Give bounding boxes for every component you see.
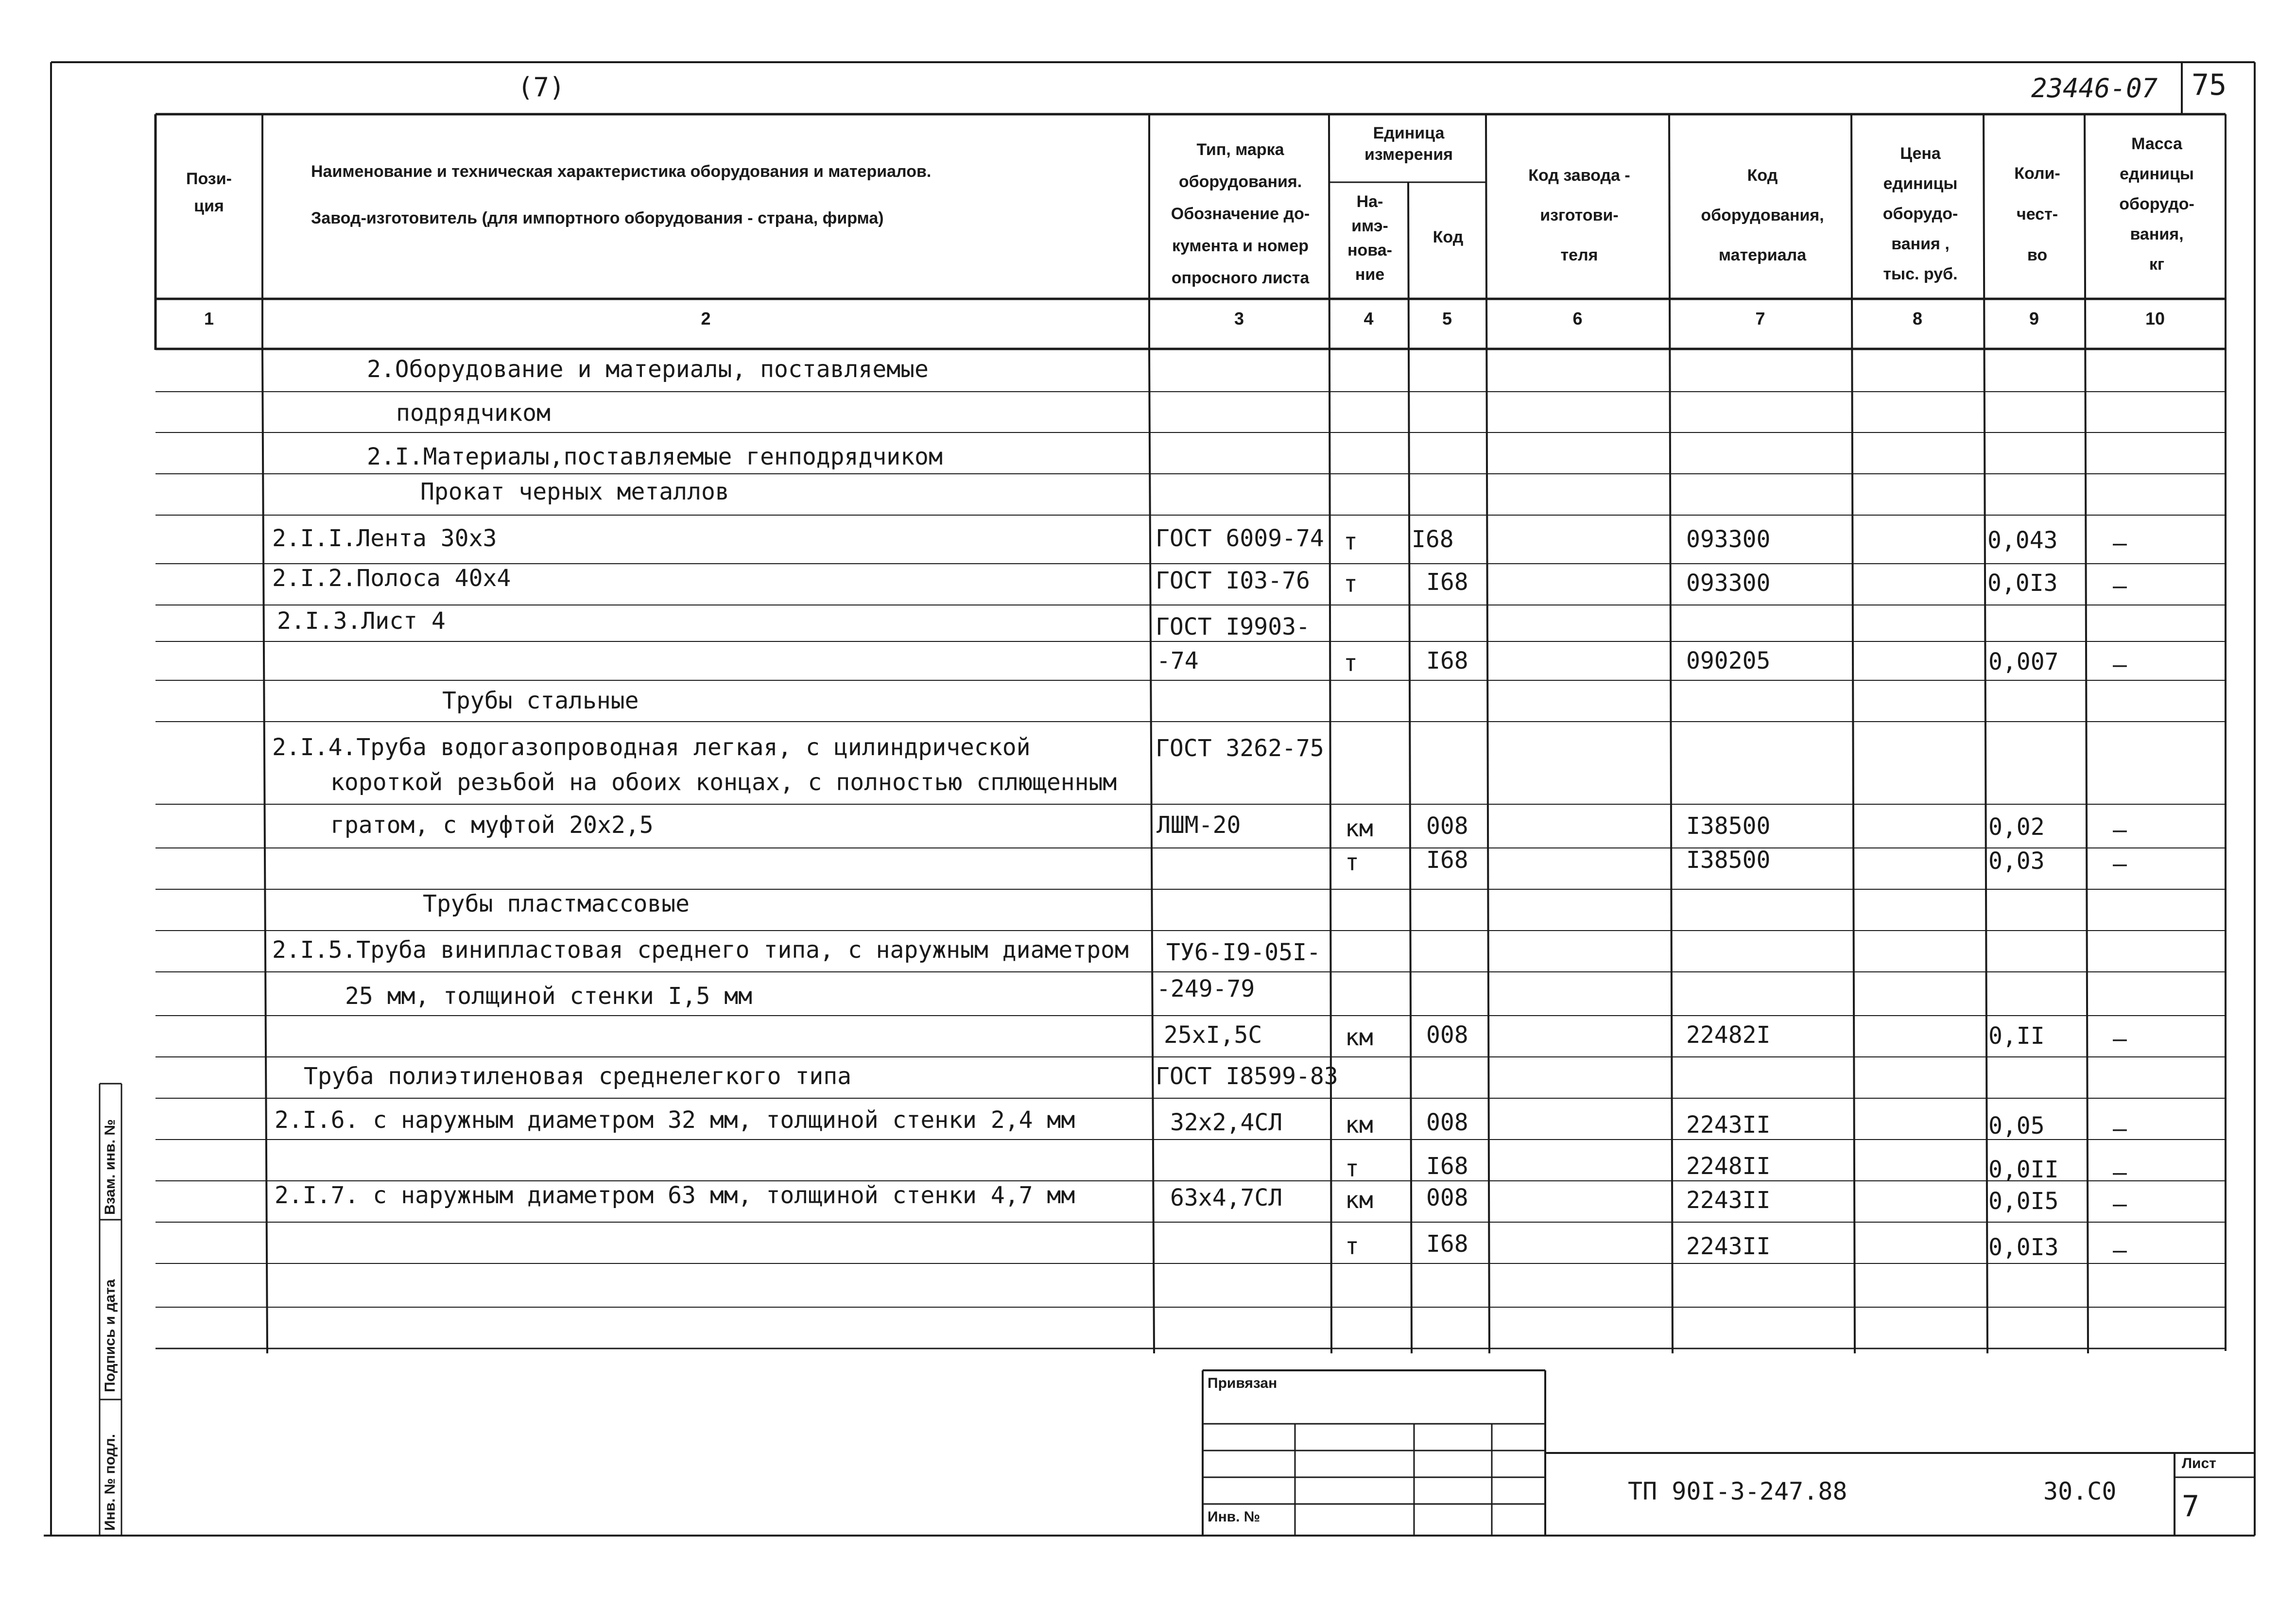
row-doc: ГОСТ I9903- [1156,613,1310,640]
row-mass: – [2113,1191,2127,1218]
header-line: единицы [2120,165,2194,183]
row-unit-code: 008 [1426,812,1468,840]
row-doc: ГОСТ I03-76 [1156,567,1310,594]
header-line: вания, [2130,225,2184,243]
header-line: оборудования. [1178,173,1302,191]
row-unit-name: т [1344,570,1358,598]
row-code: 093300 [1686,526,1771,553]
row-unit-code: 008 [1426,1109,1468,1136]
row-qty: 0,0I5 [1988,1188,2059,1215]
row-mass: – [2113,572,2127,600]
header-line: опросного листа [1171,269,1310,287]
header-line: измерения [1364,145,1453,164]
sheet-marker: (7) [518,72,565,103]
row-text: 2.Оборудование и материалы, поставляемые [367,356,929,383]
row-text: 2.I.6. с наружным диаметром 32 мм, толщиной стенки 2,4 мм [275,1106,1075,1134]
row-doc: ГОСТ 3262-75 [1156,735,1324,762]
row-mass: – [2113,530,2127,557]
row-qty: 0,0I3 [1987,570,2058,597]
row-code: 090205 [1686,647,1771,674]
side-label-inv: Инв. № подл. [102,1434,118,1531]
col-number: 9 [2029,309,2039,328]
row-text: Трубы пластмассовые [423,890,690,917]
row-code: 22482I [1686,1021,1771,1049]
stamp-list-num: 7 [2182,1489,2200,1523]
header-line: теля [1560,246,1598,264]
header-line: тыс. руб. [1883,265,1958,283]
row-text: Трубы стальные [442,687,639,714]
header-position [160,165,258,220]
header-line: кг [2149,255,2165,274]
stamp-privyazan: Привязан [1208,1375,1277,1391]
row-text: 2.I.Материалы,поставляемые генподрядчиком [367,443,943,470]
header-name [311,158,1137,232]
row-mass: – [2113,850,2127,878]
header-line: Код завода - [1528,166,1630,185]
header-line: Наименование и техническая характеристика оборудования и материалов. [311,162,932,181]
row-mass: – [2113,1237,2127,1264]
row-unit-name: км [1345,1111,1373,1139]
page-mark: 75 [2192,68,2227,102]
header-equip-code [1673,156,1852,275]
row-qty: 0,0II [1988,1156,2059,1183]
row-doc: -74 [1157,647,1199,674]
row-code: 2243II [1686,1233,1771,1260]
row-unit-name: т [1345,1155,1359,1182]
col-number: 8 [1912,309,1923,328]
header-maker-code [1489,156,1669,275]
row-unit-code: I68 [1426,569,1468,596]
header-line: оборудо- [2119,195,2194,213]
row-doc: ГОСТ I8599-83 [1156,1063,1338,1090]
side-label-signature: Подпись и дата [102,1279,118,1392]
header-line: Цена [1900,144,1941,163]
header-unit [1331,122,1486,165]
row-qty: 0,007 [1988,648,2059,675]
row-qty: 0,02 [1988,813,2045,841]
row-mass: – [2113,1025,2127,1053]
header-line: во [2027,246,2048,264]
row-doc: ТУ6-I9-05I- [1166,939,1321,966]
row-code: 093300 [1686,570,1771,597]
stamp-sheet-code: 30.С0 [2043,1477,2117,1505]
header-unit-code: Код [1433,228,1464,246]
row-unit-name: т [1345,1233,1359,1260]
row-text: 2.I.2.Полоса 40х4 [272,565,511,592]
row-text: Прокат черных металлов [420,478,729,505]
col-number: 6 [1572,309,1583,328]
row-doc: 25хI,5С [1164,1021,1262,1049]
col-number: 10 [2145,309,2165,328]
row-unit-code: I68 [1426,847,1468,874]
col-number: 4 [1364,309,1374,328]
doc-number: 23446-07 [2031,73,2158,104]
header-line: имэ- [1351,217,1388,235]
row-code: I38500 [1686,812,1771,840]
row-unit-name: т [1344,528,1358,555]
header-line: материала [1718,246,1807,264]
row-unit-name: км [1345,815,1373,842]
header-line: Коли- [2014,164,2060,183]
row-text: 2.I.5.Труба винипластовая среднего типа, с наружным диаметром [272,936,1129,964]
header-line: оборудования, [1701,206,1824,225]
row-qty: 0,0I3 [1988,1234,2059,1261]
header-line: Тип, марка [1196,140,1284,159]
side-label-vzam: Взам. инв. № [102,1119,118,1215]
header-line: вания , [1891,235,1950,253]
row-unit-code: 008 [1426,1184,1468,1211]
row-text: 2.I.I.Лента 30х3 [272,525,497,552]
row-unit-code: I68 [1426,1230,1468,1258]
stamp-inv: Инв. № [1208,1509,1260,1525]
col-number: 1 [204,309,214,328]
row-text: 2.I.7. с наружным диаметром 63 мм, толщиной стенки 4,7 мм [275,1182,1075,1209]
row-unit-name: т [1344,650,1358,677]
row-text: гратом, с муфтой 20х2,5 [330,812,654,839]
row-text: Труба полиэтиленовая среднелегкого типа [304,1063,852,1090]
row-qty: 0,05 [1988,1112,2045,1140]
row-qty: 0,043 [1987,527,2058,554]
col-number: 7 [1755,309,1765,328]
header-line: изготови- [1540,206,1619,225]
row-mass: – [2113,1159,2127,1186]
row-doc: ЛШМ-20 [1157,812,1241,839]
row-qty: 0,II [1988,1022,2045,1050]
row-mass: – [2113,816,2127,844]
row-code: I38500 [1686,847,1771,874]
header-unit-name [1331,190,1408,287]
header-line: ние [1355,265,1385,284]
header-line: Единица [1373,124,1445,142]
row-mass: – [2113,651,2127,678]
header-line: Пози- [186,170,232,188]
header-line: единицы [1883,174,1958,193]
row-mass: – [2113,1115,2127,1142]
header-line: Код [1747,166,1778,185]
header-line: Обозначение до- [1171,205,1310,223]
row-text: 2.I.3.Лист 4 [277,607,446,635]
row-unit-code: 008 [1426,1021,1468,1049]
col-number: 5 [1442,309,1452,328]
header-type [1154,134,1327,294]
header-line: чест- [2016,205,2058,224]
header-line: На- [1356,192,1383,211]
row-code: 2243II [1686,1111,1771,1139]
header-line: Завод-изготовитель (для импортного оборудования - страна, фирма) [311,209,884,227]
row-code: 2243II [1686,1187,1771,1214]
row-qty: 0,03 [1988,847,2045,875]
stamp-list-label: Лист [2182,1455,2216,1471]
row-unit-code: I68 [1426,1153,1468,1180]
header-price [1855,138,1986,289]
row-doc: 63х4,7СЛ [1170,1184,1283,1211]
header-mass [2088,129,2226,279]
row-text: подрядчиком [396,399,551,427]
header-line: оборудо- [1882,205,1958,223]
col-number: 3 [1234,309,1244,328]
header-qty [1987,153,2087,276]
header-line: ция [194,197,224,215]
row-text: 2.I.4.Труба водогазопроводная легкая, с цилиндрической [272,734,1031,761]
row-unit-code: I68 [1412,526,1454,553]
header-line: Масса [2131,135,2182,153]
row-doc: 32х2,4СЛ [1170,1109,1283,1136]
row-unit-code: I68 [1426,647,1468,674]
row-unit-name: км [1345,1024,1373,1051]
row-text: 25 мм, толщиной стенки I,5 мм [345,983,753,1010]
row-code: 2248II [1686,1153,1771,1180]
row-unit-name: км [1345,1187,1373,1214]
header-line: кумента и номер [1172,237,1309,255]
stamp-doc-code: ТП 90I-3-247.88 [1628,1477,1847,1505]
header-line: нова- [1347,241,1392,259]
row-doc: -249-79 [1157,975,1255,1002]
row-doc: ГОСТ 6009-74 [1156,525,1324,552]
row-unit-name: т [1345,849,1359,876]
col-number: 2 [701,309,711,328]
row-text: короткой резьбой на обоих концах, с полностью сплющенным [330,769,1117,796]
